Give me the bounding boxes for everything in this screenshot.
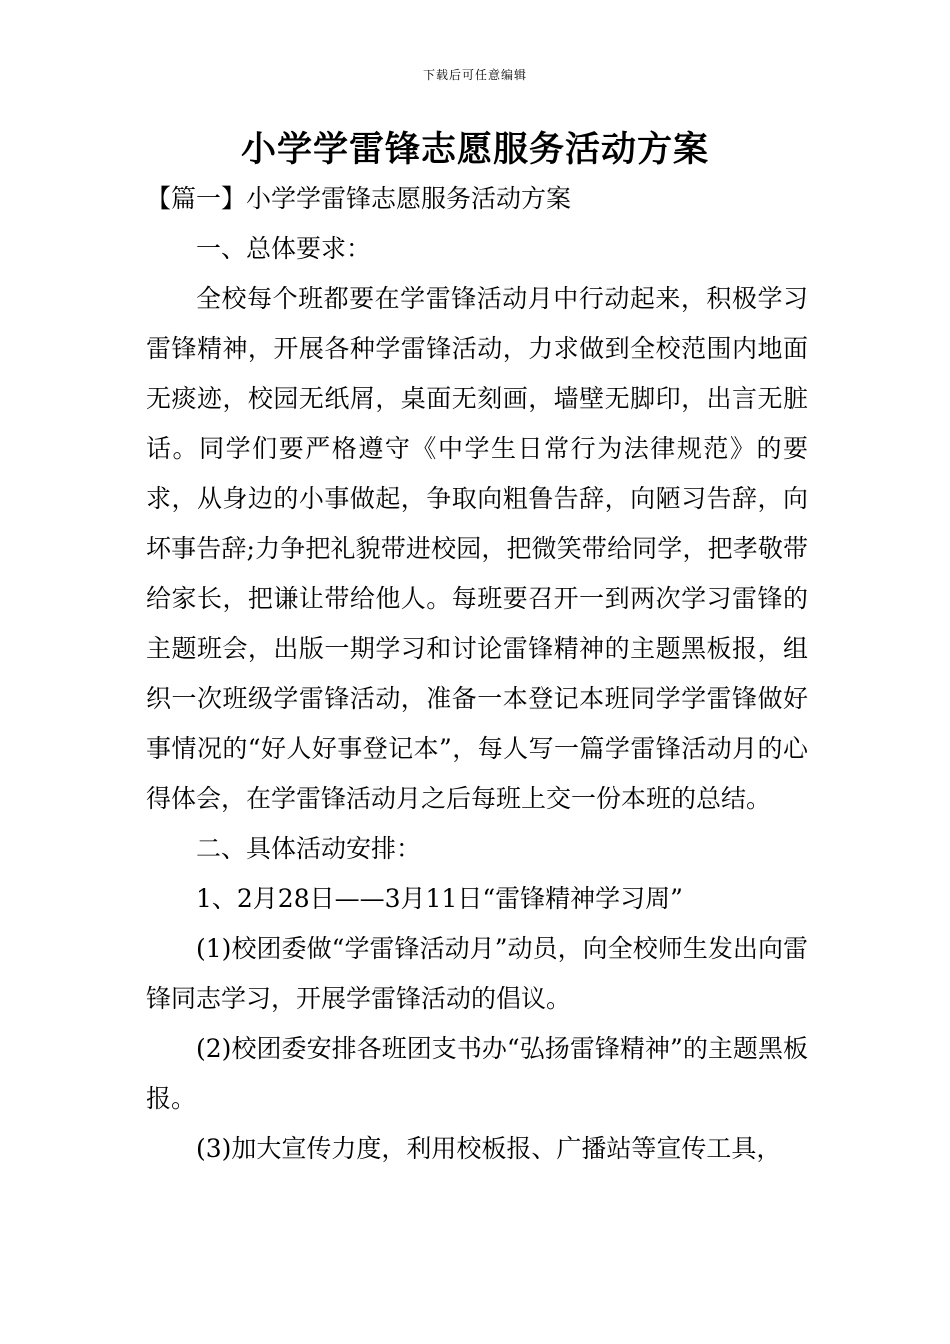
paragraph-week-one-heading: 1、2月28日——3月11日“雷锋精神学习周”: [196, 884, 683, 913]
paragraph-general-requirements-heading: 一、总体要求：: [196, 234, 372, 263]
header-note: 下载后可任意编辑: [422, 68, 527, 82]
document-title: 小学学雷锋志愿服务活动方案: [240, 129, 709, 170]
section-heading: 【篇一】小学学雷锋志愿服务活动方案: [146, 184, 572, 213]
document-body: [146, 174, 808, 1174]
paragraph-general-requirements: 全校每个班都要在学雷锋活动月中行动起来，积极学习雷锋精神，开展各种学雷锋活动，力求做到全校范围内地面无痰迹，校园无纸屑，桌面无刻画，墙壁无脚印，出言无脏话。同学们要严格遵守《中学生日常行为法律规范》的要求，从身边的小事做起，争取向粗鲁告辞，向陋习告辞，向坏事告辞;力争把礼貌带进校园，把微笑带给同学，把孝敬带给家长，把谦让带给他人。每班要召开一到两次学习雷锋的主题班会，出版一期学习和讨论雷锋精神的主题黑板报，组织一次班级学雷锋活动，准备一本登记本班同学学雷锋做好事情况的“好人好事登记本”，每人写一篇学雷锋活动月的心得体会，在学雷锋活动月之后每班上交一份本班的总结。: [146, 284, 808, 813]
paragraph-activity-arrangement-heading: 二、具体活动安排：: [196, 834, 422, 863]
paragraph-item-1: (1)校团委做“学雷锋活动月”动员，向全校师生发出向雷锋同志学习，开展学雷锋活动的倡议。: [146, 934, 808, 1013]
paragraph-item-2: (2)校团委安排各班团支书办“弘扬雷锋精神”的主题黑板报。: [146, 1034, 808, 1113]
paragraph-item-3: (3)加大宣传力度，利用校板报、广播站等宣传工具，: [196, 1134, 782, 1163]
